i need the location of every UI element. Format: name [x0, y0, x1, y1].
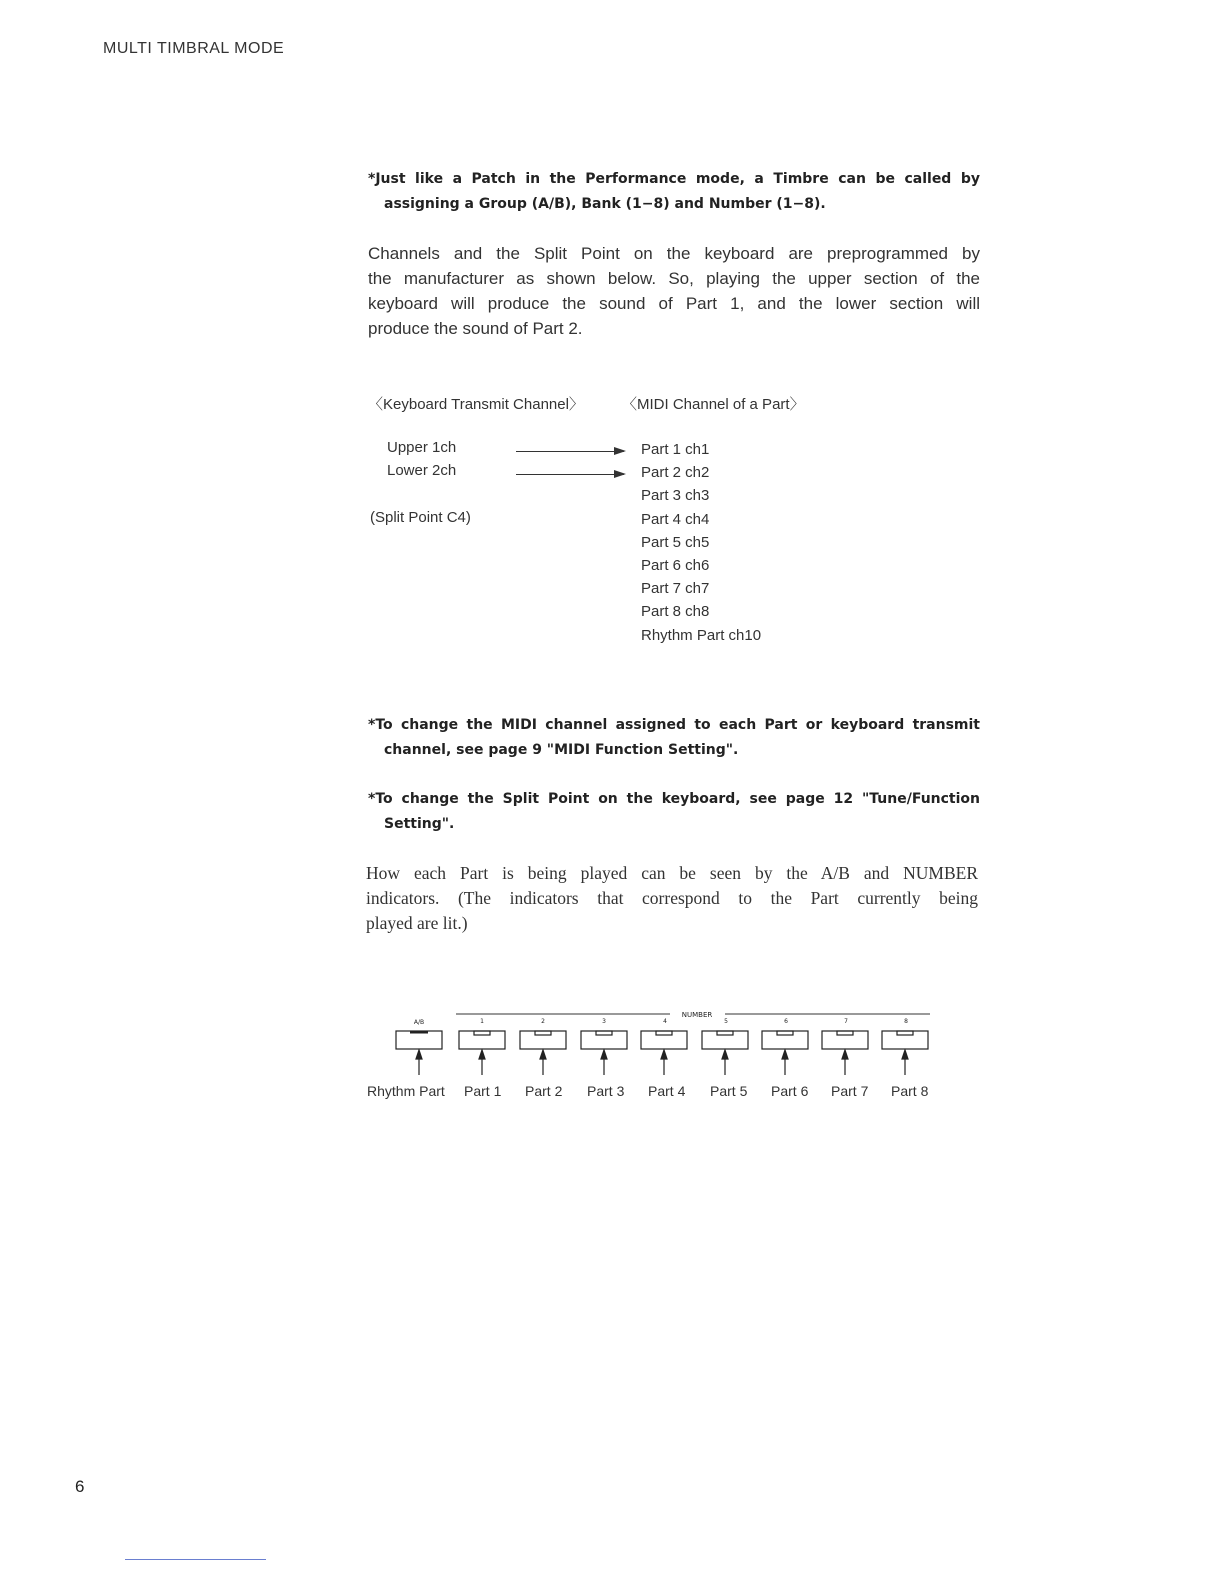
- number-button-1: [459, 1031, 505, 1049]
- section-header: MULTI TIMBRAL MODE: [103, 40, 285, 57]
- paragraph-line: produce the sound of Part 2.: [368, 319, 583, 338]
- button-number: 4: [663, 1018, 667, 1025]
- panel-label-part: Part 6: [771, 1083, 809, 1099]
- button-number: 1: [480, 1018, 484, 1025]
- keyboard-transmit-heading: 〈Keyboard Transmit Channel〉: [368, 396, 584, 413]
- note-line: Setting".: [384, 816, 455, 832]
- page-number: 6: [75, 1477, 85, 1496]
- indicator-7: [837, 1031, 853, 1035]
- button-number: 2: [541, 1018, 545, 1025]
- indicator-3: [596, 1031, 612, 1035]
- note-change-midi-channel: [368, 713, 980, 763]
- note-line: channel, see page 9 "MIDI Function Setting".: [384, 742, 739, 758]
- panel-label-part: Part 5: [710, 1083, 748, 1099]
- button-number: 6: [784, 1018, 788, 1025]
- arrow-up-icon: [416, 1050, 422, 1059]
- paragraph-line: keyboard will produce the sound of Part 1, and the lower section will: [368, 294, 980, 313]
- indicator-panel-diagram: [390, 1005, 940, 1075]
- arrow-up-icon: [722, 1050, 728, 1059]
- indicator-4: [656, 1031, 672, 1035]
- button-number: 7: [844, 1018, 848, 1025]
- paragraph-line: played are lit.): [366, 913, 468, 933]
- indicator-6: [777, 1031, 793, 1035]
- button-number: 8: [904, 1018, 908, 1025]
- paragraph-line: How each Part is being played can be seen by the A/B and NUMBER: [366, 863, 978, 883]
- panel-label-part: Part 2: [525, 1083, 563, 1099]
- part-channel-item: Part 5 ch5: [641, 533, 710, 551]
- indicator-1: [474, 1031, 490, 1035]
- panel-label-part: Part 8: [891, 1083, 929, 1099]
- arrow-up-icon: [540, 1050, 546, 1059]
- panel-label-part: Part 4: [648, 1083, 686, 1099]
- note-line: assigning a Group (A/B), Bank (1−8) and Number (1−8).: [384, 196, 826, 212]
- panel-label-rhythm-part: Rhythm Part: [367, 1083, 445, 1099]
- number-button-3: [581, 1031, 627, 1049]
- split-point: (Split Point C4): [370, 509, 471, 526]
- arrow-up-icon: [601, 1050, 607, 1059]
- part-channel-item: Part 3 ch3: [641, 487, 710, 505]
- paragraph-channels: [368, 241, 980, 341]
- number-button-6: [762, 1031, 808, 1049]
- button-number: 3: [602, 1018, 606, 1025]
- number-button-8: [882, 1031, 928, 1049]
- button-number: 5: [724, 1018, 728, 1025]
- panel-label-part: Part 3: [587, 1083, 625, 1099]
- number-button-2: [520, 1031, 566, 1049]
- paragraph-line: the manufacturer as shown below. So, playing the upper section of the: [368, 269, 980, 288]
- note-line: *To change the Split Point on the keyboard, see page 12 "Tune/Function: [368, 791, 980, 807]
- arrow-up-icon: [842, 1050, 848, 1059]
- part-channel-item: Part 4 ch4: [641, 510, 710, 528]
- arrow-upper-to-part1: [516, 451, 624, 452]
- note-timbre-call: [368, 167, 980, 217]
- number-button-5: [702, 1031, 748, 1049]
- part-channel-item: Rhythm Part ch10: [641, 626, 762, 644]
- note-line: *Just like a Patch in the Performance mode, a Timbre can be called by: [368, 171, 980, 187]
- indicator-5: [717, 1031, 733, 1035]
- ab-button: [396, 1031, 442, 1049]
- panel-label-part: Part 7: [831, 1083, 869, 1099]
- upper-channel: Upper 1ch: [387, 439, 457, 456]
- part-channel-item: Part 8 ch8: [641, 603, 710, 621]
- note-line: *To change the MIDI channel assigned to each Part or keyboard transmit: [368, 717, 980, 733]
- part-channel-item: Part 7 ch7: [641, 580, 710, 598]
- number-label: NUMBER: [681, 1011, 713, 1019]
- part-channel-item: Part 2 ch2: [641, 464, 710, 482]
- number-button-4: [641, 1031, 687, 1049]
- ab-label: A/B: [413, 1019, 425, 1026]
- panel-label-part: Part 1: [464, 1083, 502, 1099]
- part-channel-list: [641, 438, 761, 647]
- lower-channel: Lower 2ch: [387, 462, 457, 479]
- note-change-split-point: [368, 787, 980, 837]
- indicator-2: [535, 1031, 551, 1035]
- number-button-7: [822, 1031, 868, 1049]
- paragraph-indicators: [366, 861, 978, 936]
- arrow-up-icon: [479, 1050, 485, 1059]
- paragraph-line: indicators. (The indicators that correspond to the Part currently being: [366, 888, 978, 908]
- arrow-lower-to-part2: [516, 474, 624, 475]
- indicator-8: [897, 1031, 913, 1035]
- arrow-up-icon: [661, 1050, 667, 1059]
- part-channel-item: Part 1 ch1: [641, 441, 710, 458]
- scan-mark-line: [125, 1559, 266, 1560]
- arrow-up-icon: [902, 1050, 908, 1059]
- part-channel-item: Part 6 ch6: [641, 557, 710, 575]
- arrow-up-icon: [782, 1050, 788, 1059]
- paragraph-line: Channels and the Split Point on the keyboard are preprogrammed by: [368, 244, 980, 263]
- midi-channel-heading: 〈MIDI Channel of a Part〉: [622, 396, 805, 413]
